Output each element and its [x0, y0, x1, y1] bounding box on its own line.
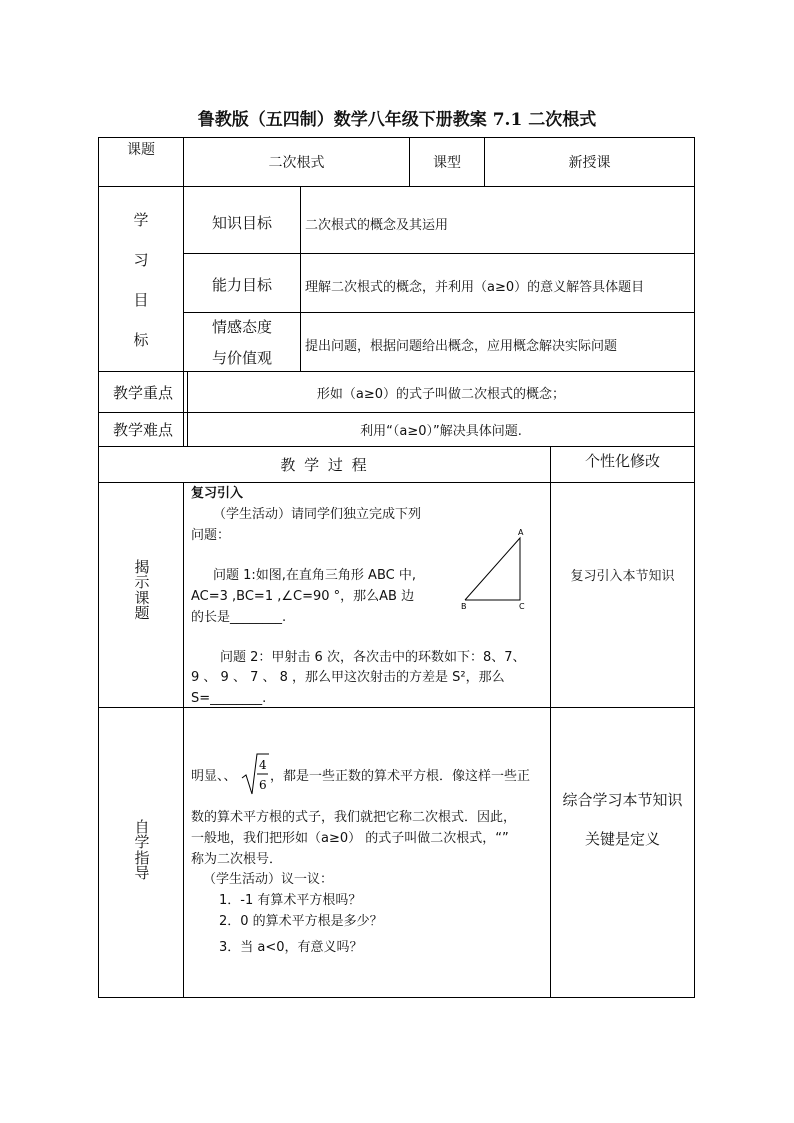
- emotion-goal-label-line2: 与价值观: [211, 349, 272, 367]
- section2-side-note-line1: 综合学习本节知识: [562, 791, 683, 809]
- section1-label-char: 示: [134, 573, 150, 592]
- emotion-goal-label-line1: 情感态度: [211, 318, 272, 336]
- difficulty-label: 教学难点: [112, 421, 173, 439]
- knowledge-goal-label: 知识目标: [211, 214, 272, 232]
- section2-label-char: 导: [134, 863, 150, 882]
- goals-label-char: 习: [133, 251, 149, 269]
- intro-line2: 数的算术平方根的式子，我们就把它称二次根式．因此，: [191, 810, 517, 825]
- section1-label-char: 课: [134, 588, 150, 607]
- goals-label-char: 标: [133, 331, 149, 349]
- section1-label: [131, 560, 153, 621]
- process-header: 教 学 过 程: [280, 456, 369, 474]
- question1-line1: 问题 1:如图,在直角三角形 ABC 中,: [213, 568, 416, 583]
- review-line1: （学生活动）请同学们独立完成下列: [213, 507, 422, 522]
- knowledge-goal-text: 二次根式的概念及其运用: [305, 218, 449, 233]
- sqrt-fraction: [240, 750, 270, 800]
- goals-label-char: 学: [133, 211, 149, 229]
- section2-label-char: 学: [134, 833, 150, 852]
- topic-label: 课题: [127, 142, 155, 158]
- review-line2: 问题：: [191, 528, 231, 543]
- vertex-label-c: C: [519, 602, 525, 611]
- review-heading: 复习引入: [191, 486, 244, 501]
- vertex-label-a: A: [518, 528, 524, 537]
- ability-goal-label: 能力目标: [211, 276, 272, 294]
- lesson-type-label: 课型: [433, 155, 461, 171]
- right-triangle-figure: [455, 525, 535, 615]
- section2-label: [131, 820, 153, 881]
- lesson-type-value: 新授课: [568, 155, 611, 171]
- personalization-header: 个性化修改: [584, 452, 660, 470]
- discussion-item: 3．当 a<0，有意义吗？: [219, 940, 363, 955]
- discussion-intro: （学生活动）议一议：: [203, 872, 334, 887]
- discussion-item: 2．0 的算术平方根是多少？: [219, 914, 383, 929]
- intro-line1-suffix: ，都是一些正数的算术平方根．像这样一些正: [270, 769, 531, 784]
- question2-line1: 问题 2：甲射击 6 次，各次击中的环数如下：8、7、: [220, 650, 526, 665]
- question2-line3: S=________.: [191, 691, 267, 706]
- difficulty-text: 利用“（a≥0）”解决具体问题.: [360, 424, 522, 439]
- fraction-numerator: 4: [259, 758, 267, 772]
- vertex-label-b: B: [461, 602, 467, 611]
- section1-label-char: 题: [134, 603, 150, 622]
- question2-line2: 9 、 9 、 7 、 8 ，那么甲这次射击的方差是 S²，那么: [191, 670, 505, 685]
- emotion-goal-text: 提出问题，根据问题给出概念，应用概念解决实际问题: [305, 339, 618, 354]
- discussion-item: 1．-1 有算术平方根吗？: [219, 893, 362, 908]
- goals-label-char: 目: [133, 291, 149, 309]
- section2-label-char: 指: [134, 848, 150, 867]
- fraction-denominator: 6: [259, 778, 267, 792]
- goals-label: [99, 187, 183, 371]
- question1-line3: 的长是________.: [191, 610, 287, 625]
- key-point-label: 教学重点: [112, 383, 173, 402]
- intro-line1-prefix: 明显、、: [191, 769, 237, 784]
- section2-label-char: 自: [134, 818, 150, 836]
- section2-side-note-line2: 关键是定义: [584, 830, 660, 848]
- ability-goal-text: 理解二次根式的概念，并利用（a≥0）的意义解答具体题目: [305, 280, 645, 295]
- section1-side-note: 复习引入本节知识: [570, 569, 675, 584]
- section1-label-char: 揭: [134, 558, 150, 576]
- intro-line4: 称为二次根号．: [191, 852, 283, 867]
- key-point-text: 形如（a≥0）的式子叫做二次根式的概念；: [316, 386, 566, 402]
- topic-value: 二次根式: [268, 155, 325, 171]
- document-title: 鲁教版（五四制）数学八年级下册教案 7.1 二次根式: [197, 110, 597, 130]
- intro-line3: 一般地，我们把形如（a≥0） 的式子叫做二次根式，“”: [191, 831, 509, 846]
- question1-line2: AC=3 ,BC=1 ,∠C=90 °，那么AB 边: [191, 589, 415, 604]
